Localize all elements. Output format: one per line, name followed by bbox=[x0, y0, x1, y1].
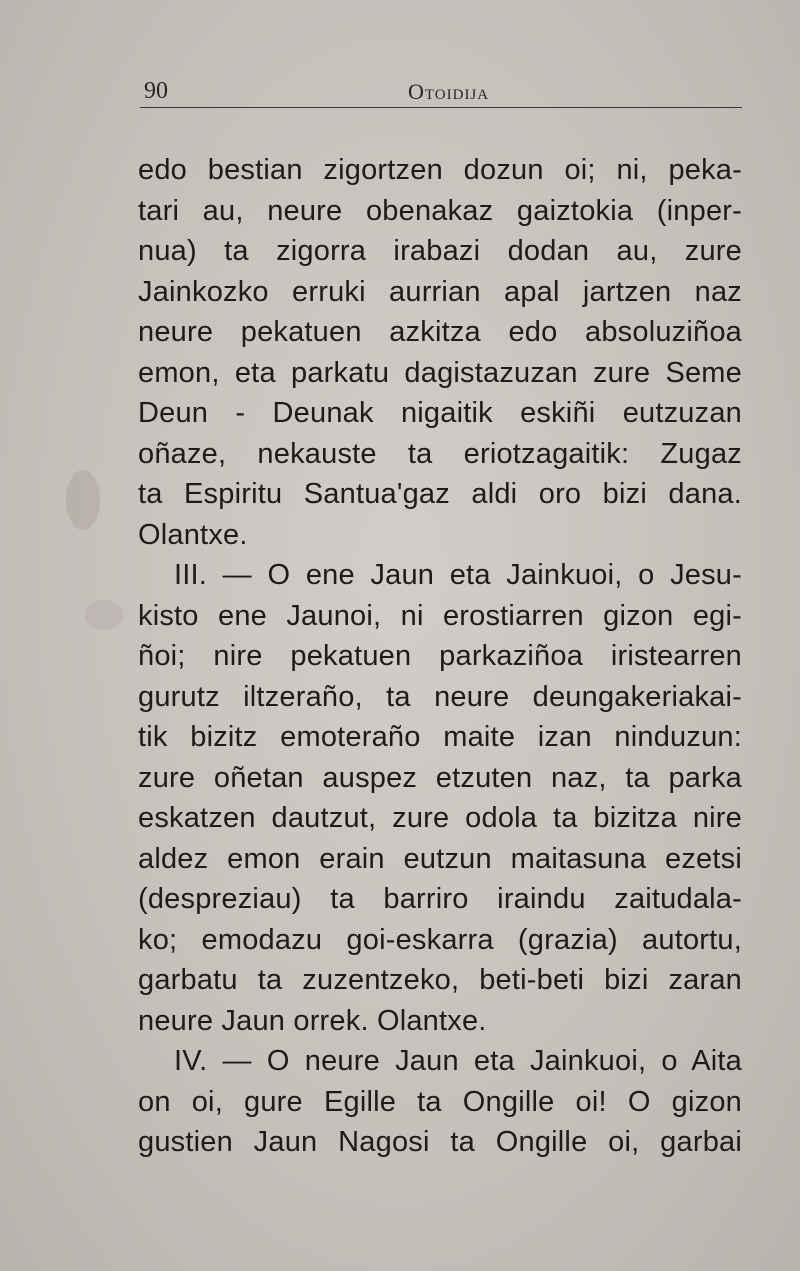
text-line: tari au, neure obenakaz gaiztokia (inper- bbox=[138, 194, 742, 227]
text-line: tik bizitz emoteraño maite izan ninduzun: bbox=[138, 721, 742, 753]
text-line: on oi, gure Egille ta Ongille oi! O gizon bbox=[138, 1085, 742, 1118]
text-line: emon, eta parkatu dagistazuzan zure Seme bbox=[138, 356, 742, 389]
running-head bbox=[140, 78, 742, 108]
paper-stain bbox=[66, 470, 100, 530]
text-line: (despreziau) ta barriro iraindu zaitudala- bbox=[138, 883, 742, 915]
page-number: 90 bbox=[144, 78, 168, 104]
body-text bbox=[138, 150, 742, 1163]
text-line: zure oñetan auspez etzuten naz, ta parka bbox=[138, 761, 742, 794]
text-line: ko; emodazu goi-eskarra (grazia) autortu, bbox=[138, 923, 742, 956]
running-title: Otoidija bbox=[408, 79, 490, 104]
text-line: gustien Jaun Nagosi ta Ongille oi, garbai bbox=[138, 1126, 742, 1158]
text-line: kisto ene Jaunoi, ni erostiarren gizon egi- bbox=[138, 599, 742, 632]
text-line: Jainkozko erruki aurrian apal jartzen naz bbox=[138, 275, 742, 308]
text-line: oñaze, nekauste ta eriotzagaitik: Zugaz bbox=[138, 437, 742, 470]
text-line: ñoi; nire pekatuen parkaziñoa iristearren bbox=[138, 640, 742, 672]
text-line: gurutz iltzeraño, ta neure deungakeriakai- bbox=[138, 680, 742, 713]
text-line: neure Jaun orrek. Olantxe. bbox=[138, 1004, 487, 1037]
text-line: Olantxe. bbox=[138, 518, 248, 551]
text-line: Deun - Deunak nigaitik eskiñi eutzuzan bbox=[138, 397, 742, 429]
text-line: nua) ta zigorra irabazi dodan au, zure bbox=[138, 235, 742, 267]
paper-stain bbox=[84, 600, 124, 630]
text-line: ta Espiritu Santua'gaz aldi oro bizi dana. bbox=[138, 478, 742, 510]
text-line: neure pekatuen azkitza edo absoluziñoa bbox=[138, 316, 742, 348]
text-line: aldez emon erain eutzun maitasuna ezetsi bbox=[138, 842, 742, 875]
text-line: edo bestian zigortzen dozun oi; ni, peka- bbox=[138, 154, 742, 186]
header-rule bbox=[140, 107, 742, 108]
paragraph-start: IV. — O neure Jaun eta Jainkuoi, o Aita bbox=[174, 1045, 742, 1077]
text-line: garbatu ta zuzentzeko, beti-beti bizi zaran bbox=[138, 964, 742, 996]
paragraph-start: III. — O ene Jaun eta Jainkuoi, o Jesu- bbox=[174, 559, 742, 591]
text-line: eskatzen dautzut, zure odola ta bizitza nire bbox=[138, 802, 742, 834]
